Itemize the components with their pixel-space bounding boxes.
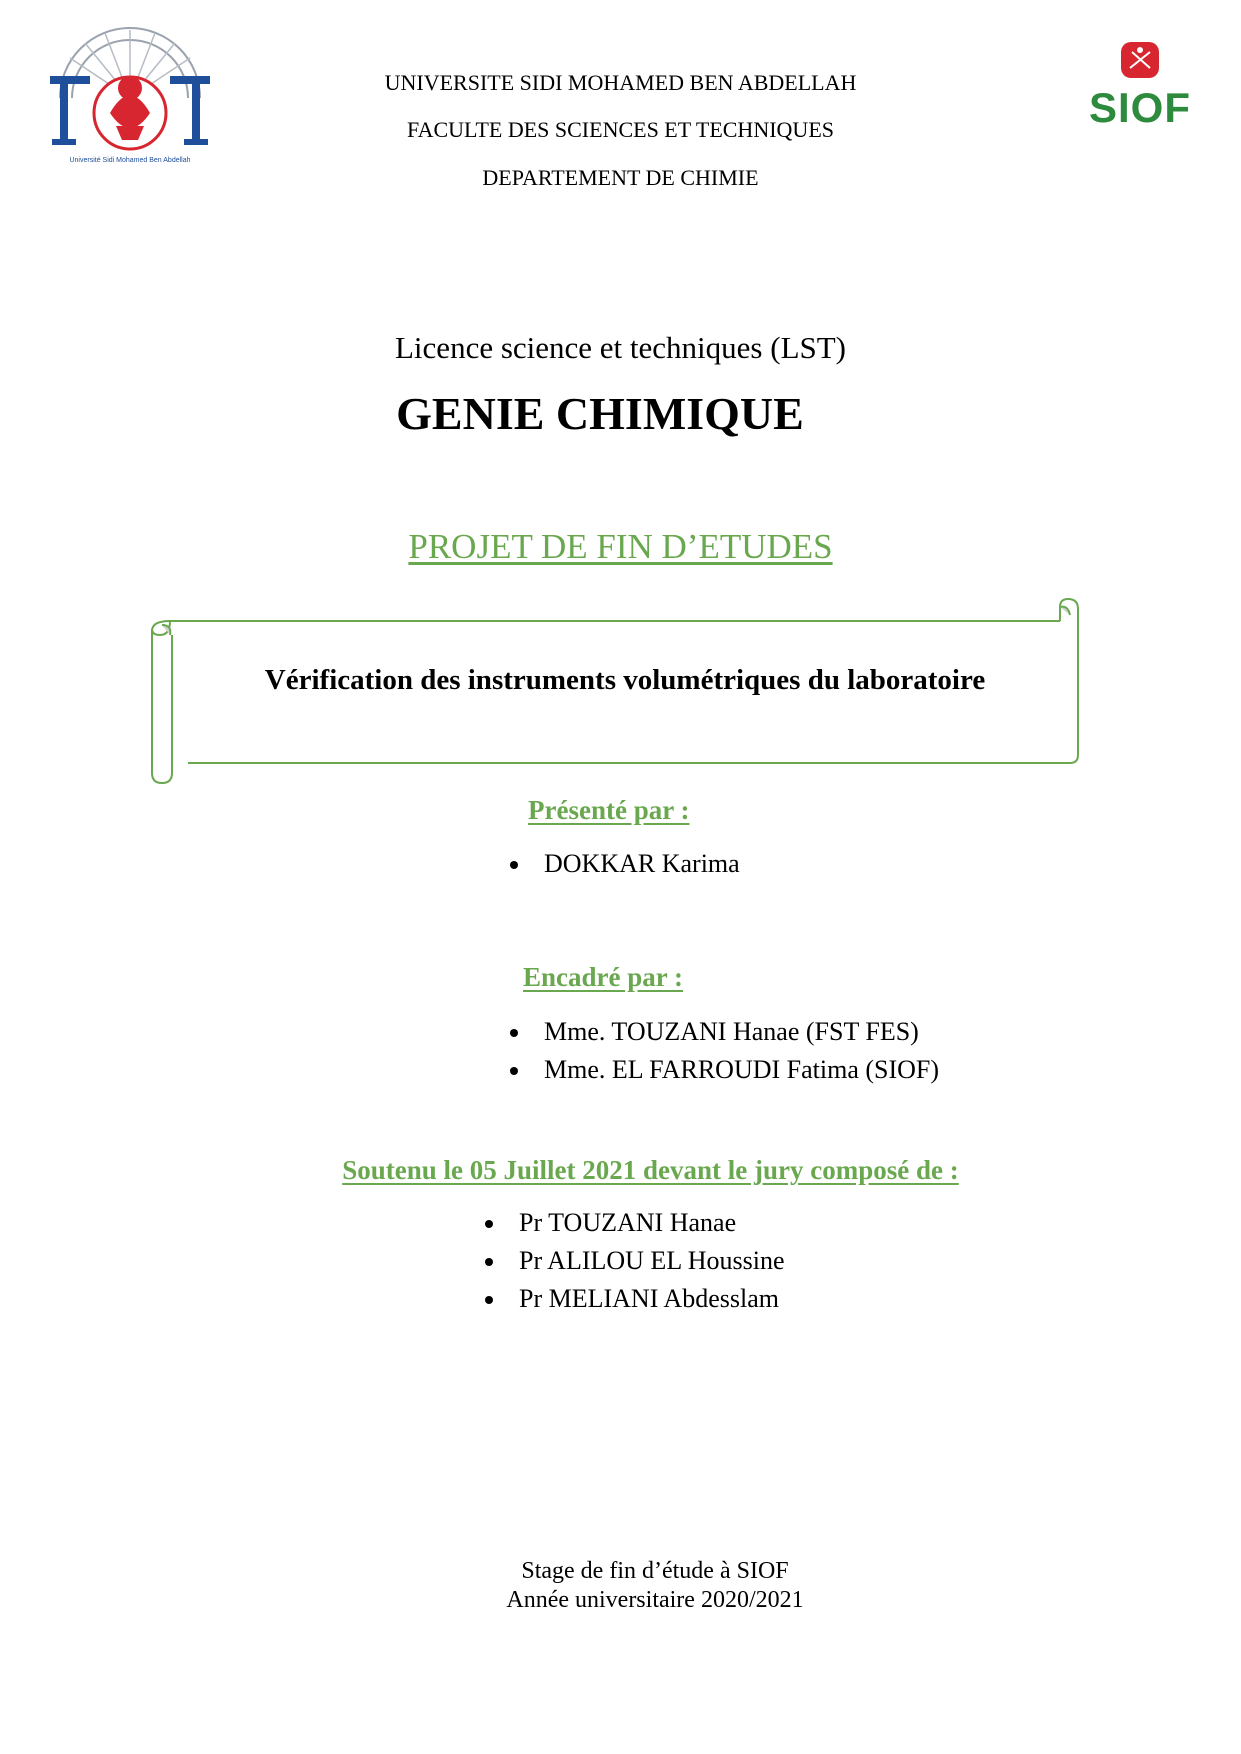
- presented-heading-text: Présenté par :: [528, 795, 690, 825]
- supervisor-list: [510, 1013, 939, 1089]
- university-name: UNIVERSITE SIDI MOHAMED BEN ABDELLAH: [384, 70, 857, 95]
- jury-list: [485, 1204, 785, 1318]
- internship-line: Stage de fin d’étude à SIOF: [521, 1558, 789, 1584]
- university-logo-caption: Université Sidi Mohamed Ben Abdellah: [69, 157, 191, 164]
- list-item: DOKKAR Karima: [510, 845, 740, 883]
- siof-logo-text: SIOF: [1088, 84, 1191, 131]
- jury-heading: [0, 1155, 1241, 1186]
- list-item: Mme. TOUZANI Hanae (FST FES): [510, 1013, 939, 1051]
- list-item: Pr ALILOU EL Houssine: [485, 1242, 785, 1280]
- list-item: Pr MELIANI Abdesslam: [485, 1280, 785, 1318]
- specialty-title: GENIE CHIMIQUE: [396, 388, 804, 439]
- licence-title: Licence science et techniques (LST): [395, 330, 846, 365]
- project-title: Vérification des instruments volumétriques du laboratoire: [264, 664, 986, 696]
- project-label: [0, 527, 1241, 567]
- project-label-text: PROJET DE FIN D’ETUDES: [408, 527, 833, 566]
- supervised-heading: [523, 962, 683, 993]
- list-item: Pr TOUZANI Hanae: [485, 1204, 785, 1242]
- academic-year: Année universitaire 2020/2021: [506, 1587, 804, 1613]
- jury-heading-text: Soutenu le 05 Juillet 2021 devant le jury composé de :: [342, 1155, 959, 1185]
- department-name: DEPARTEMENT DE CHIMIE: [482, 165, 759, 190]
- supervised-heading-text: Encadré par :: [523, 962, 683, 992]
- list-item: Mme. EL FARROUDI Fatima (SIOF): [510, 1051, 939, 1089]
- faculty-name: FACULTE DES SCIENCES ET TECHNIQUES: [406, 117, 834, 142]
- presented-list: [510, 845, 740, 883]
- presented-heading: [528, 795, 689, 826]
